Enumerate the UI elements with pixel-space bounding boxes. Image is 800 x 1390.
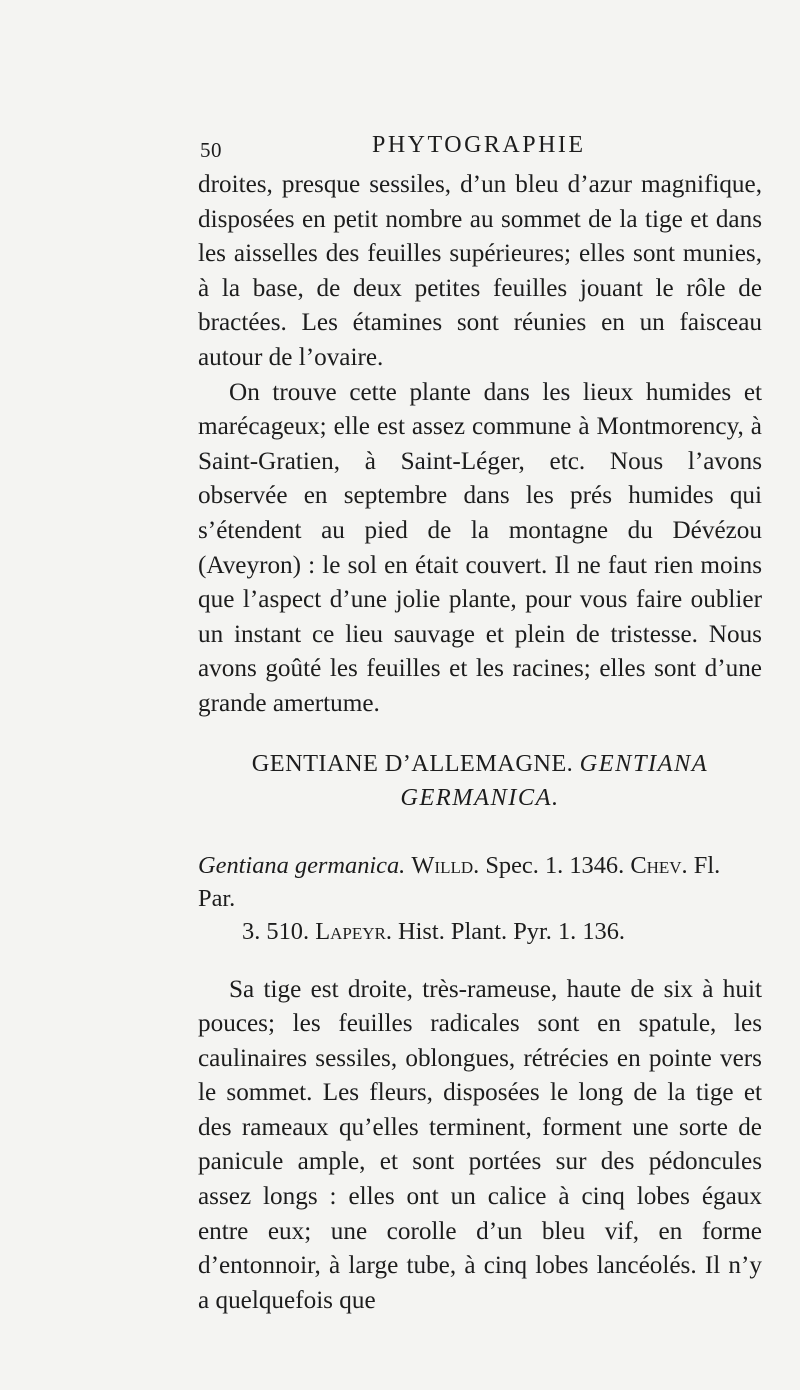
page-header	[198, 128, 762, 168]
species-heading	[198, 747, 762, 815]
synonym-ref-chevallier-a: Fl. Par.	[198, 851, 721, 912]
paragraph-habitat: On trouve cette plante dans les lieux humides et marécageux; elle est assez commune à Montmorency, à Saint-Gratien, à Saint-Léger, etc. Nous l’avons observée en septembre dans les prés humides qui s’étendent au pied de la montagne du Dévézou (Aveyron) : le sol en était couvert. Il ne faut rien moins que l’aspect d’une jolie plante, pour vous faire oublier un instant ce lieu sauvage et plein de tristesse. Nous avons goûté les feuilles et les racines; elles sont d’une grande amertume.	[198, 378, 762, 717]
synonym-author-willdenow: Willd.	[411, 851, 480, 879]
species-common-name: GENTIANE D’ALLEMAGNE.	[251, 749, 574, 777]
paragraph-description-end: droites, presque sessiles, d’un bleu d’azur magnifique, disposées en petit nombre au sommet de la tige et dans les aisselles des feuilles supérieures; elles sont munies, à la base, de deux petites feuilles jouant le rôle de bractées. Les étamines sont réunies en un faisceau autour de l’ovaire.	[198, 171, 762, 371]
synonym-author-chevallier: Chev.	[630, 851, 688, 879]
page-content	[198, 128, 762, 1318]
synonym-ref-lapeyrouse: Hist. Plant. Pyr. 1. 136.	[398, 917, 626, 945]
synonym-ref-chevallier-b: 3. 510.	[242, 917, 310, 945]
species-latin-name-part2: GERMANICA.	[400, 783, 560, 811]
synonym-name: Gentiana germanica.	[198, 851, 406, 879]
species-latin-name-part1: GENTIANA	[579, 749, 709, 777]
paragraph-species-description: Sa tige est droite, très-rameuse, haute de six à huit pouces; les feuilles radicales sont en spatule, les caulinaires sessiles, oblongues, rétrécies en pointe vers le sommet. Les fleurs, disposées le long de la tige et des rameaux qu’elles terminent, forment une sorte de panicule ample, et sont portées sur des pédoncules assez longs : elles ont un calice à cinq lobes égaux entre eux; une corolle d’un bleu vif, en forme d’entonnoir, à large tube, à cinq lobes lancéolés. Il n’y a quelquefois que	[198, 975, 762, 1314]
synonymy-second-line	[198, 915, 762, 948]
synonym-ref-willdenow: Spec. 1. 1346.	[485, 851, 625, 879]
page-number: 50	[200, 138, 222, 162]
running-head: PHYTOGRAPHIE	[372, 132, 586, 158]
synonym-author-lapeyrouse: Lapeyr.	[315, 917, 392, 945]
synonymy-block	[198, 849, 762, 948]
